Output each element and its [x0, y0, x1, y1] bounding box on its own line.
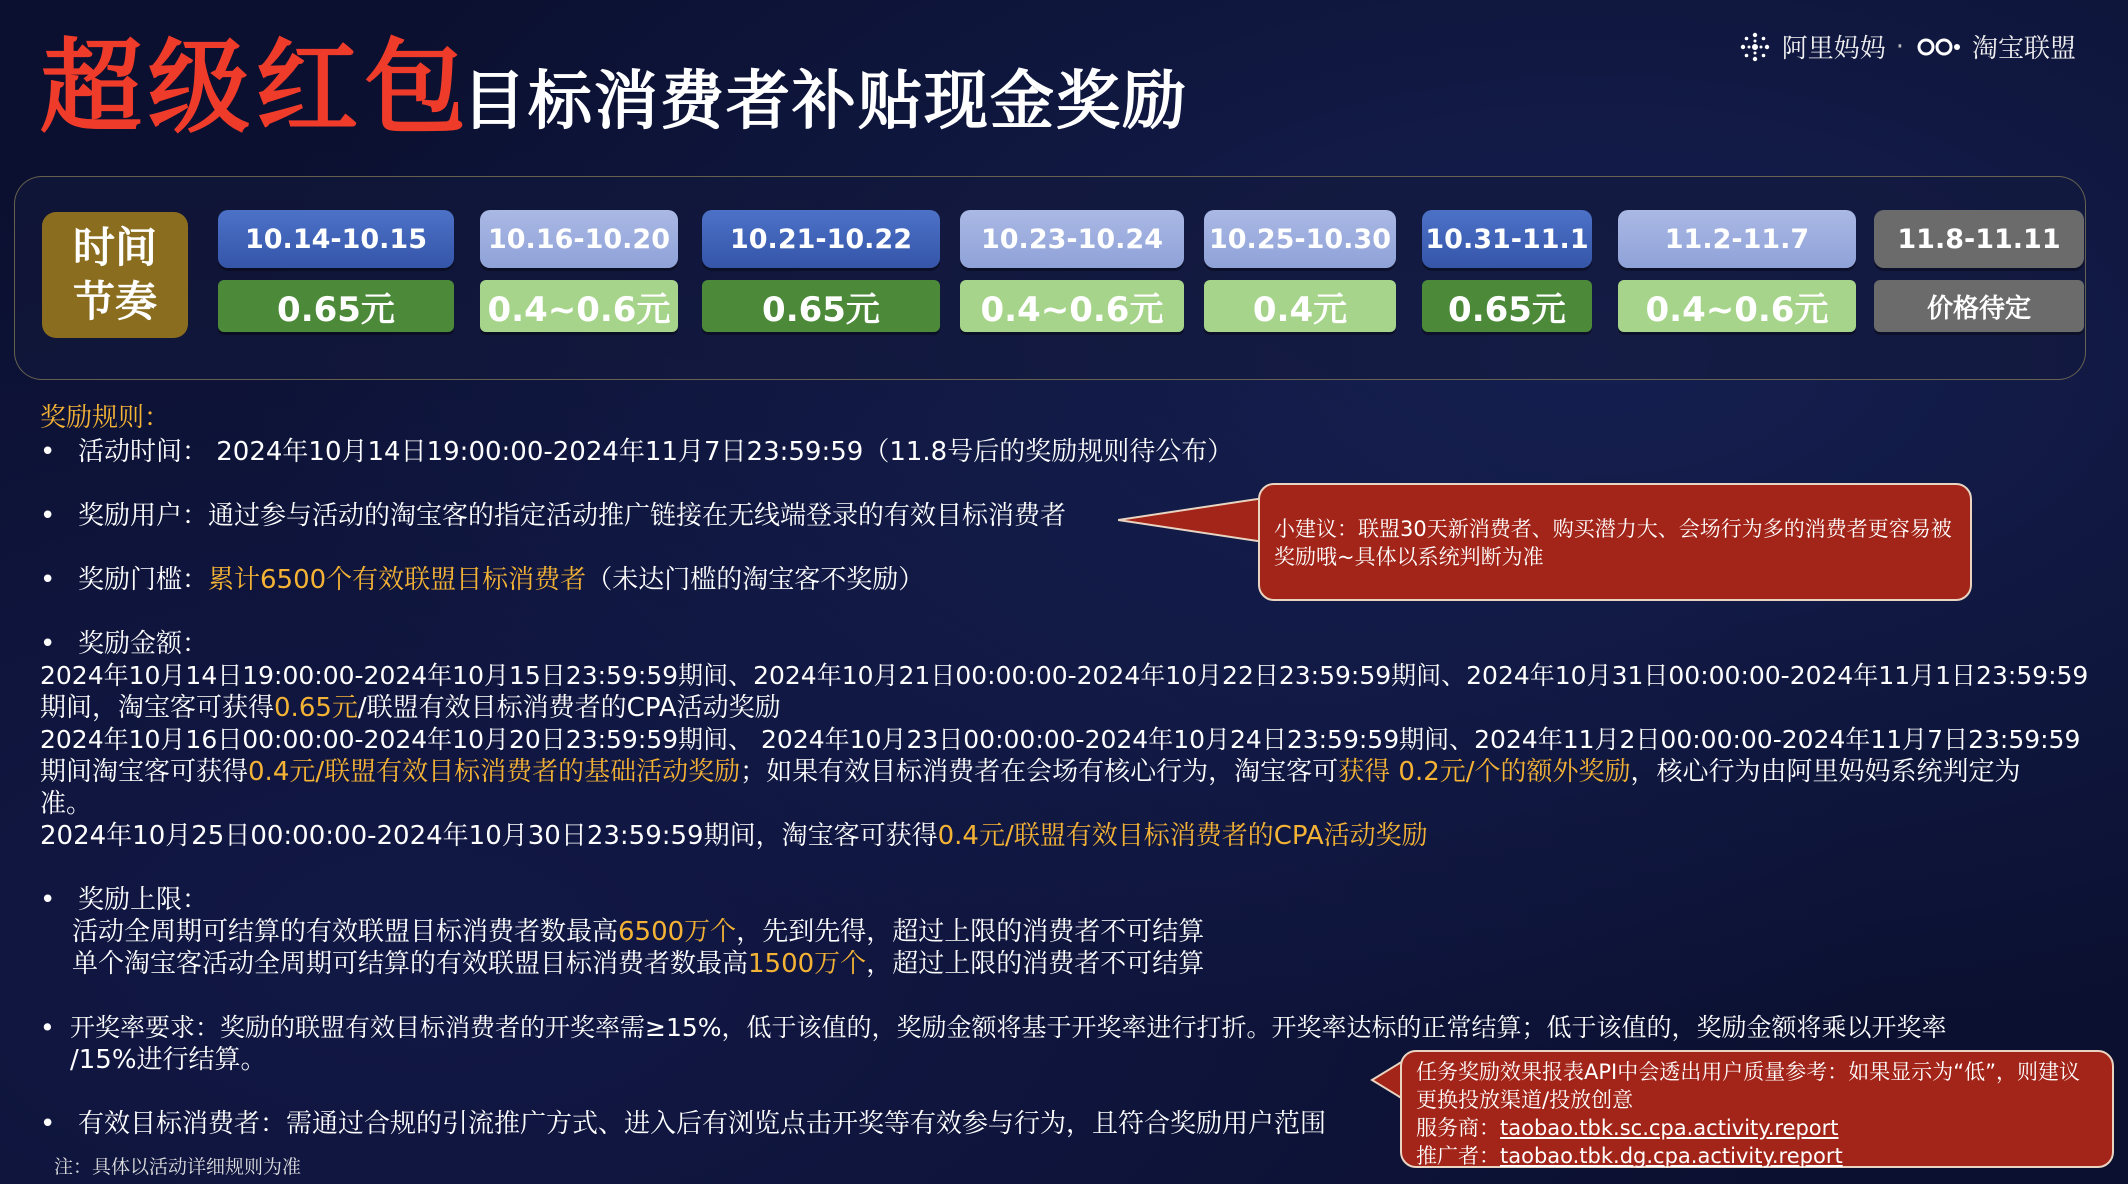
- bullet: •: [40, 629, 56, 659]
- callout-pointer: [1118, 496, 1266, 546]
- api-promoter-link[interactable]: taobao.tbk.dg.cpa.activity.report: [1500, 1144, 1843, 1168]
- amount-p2-highlight2: 获得 0.2元/个的额外奖励: [1338, 757, 1631, 787]
- bullet: •: [40, 501, 56, 531]
- rule-cap-heading: [40, 884, 208, 916]
- brand-logo: [1738, 28, 2076, 65]
- cap1-pre: 活动全周期可结算的有效联盟目标消费者数最高: [72, 917, 619, 947]
- main-title: 超级红包: [40, 29, 472, 148]
- threshold-tail: （未达门槛的淘宝客不奖励）: [586, 565, 925, 595]
- period-value: 0.65元: [218, 280, 454, 332]
- period-date: 11.2-11.7: [1618, 210, 1856, 268]
- period-3: [702, 210, 940, 332]
- alimama-logo-icon: [1738, 30, 1772, 64]
- api-promoter-line: [1416, 1142, 2100, 1170]
- logo-separator: ·: [1895, 31, 1904, 62]
- period-value: 0.4~0.6元: [480, 280, 678, 332]
- period-date: 10.16-10.20: [480, 210, 678, 268]
- threshold-highlight: 累计6500个有效联盟目标消费者: [208, 565, 587, 595]
- period-value: 0.65元: [702, 280, 940, 332]
- timeline-tag-line2: 节奏: [72, 277, 157, 326]
- rule-user-text: 奖励用户：通过参与活动的淘宝客的指定活动推广链接在无线端登录的有效目标消费者: [78, 501, 1067, 531]
- cap-label: 奖励上限：: [78, 885, 209, 915]
- amount-p3-highlight: 0.4元/联盟有效目标消费者的CPA活动奖励: [937, 821, 1428, 851]
- bullet: •: [40, 1109, 56, 1139]
- rules-heading: 奖励规则：: [40, 403, 171, 433]
- rule-valid: [40, 1108, 1326, 1140]
- rule-time: [40, 436, 1233, 468]
- rule-time-text: 活动时间： 2024年10月14日19:00:00-2024年11月7日23:59:59（11.8号后的奖励规则待公布）: [78, 437, 1234, 467]
- amount-p2-line3: 准。: [40, 789, 93, 819]
- cap-line1: [72, 916, 1204, 948]
- bullet: •: [40, 1013, 55, 1042]
- period-5: [1204, 210, 1396, 332]
- amount-p2-mid: ；如果有效目标消费者在会场有核心行为，淘宝客可: [740, 757, 1339, 787]
- period-7: [1618, 210, 1856, 332]
- subtitle: 目标消费者补贴现金奖励: [462, 65, 1188, 139]
- amount-p1-pre: 期间，淘宝客可获得: [40, 693, 275, 723]
- amount-p1-line2: [40, 692, 781, 724]
- api-service-label: 服务商：: [1416, 1116, 1500, 1140]
- period-value: 价格待定: [1874, 280, 2084, 332]
- amount-p1-highlight: 0.65元: [274, 693, 358, 723]
- rule-threshold: [40, 564, 924, 596]
- amount-p1-line1: 2024年10月14日19:00:00-2024年10月15日23:59:59期间、2024年10月21日00:00:00-2024年10月22日23:59:59期间、2024年10月31日00:00:00-2024年11月1日23:59:59: [40, 661, 2089, 690]
- period-date: 10.23-10.24: [960, 210, 1184, 268]
- api-promoter-label: 推广者：: [1416, 1144, 1500, 1168]
- period-4: [960, 210, 1184, 332]
- api-callout: [1400, 1050, 2114, 1168]
- period-value: 0.4~0.6元: [960, 280, 1184, 332]
- rule-user: [40, 500, 1066, 532]
- api-service-line: [1416, 1114, 2100, 1142]
- period-date: 10.14-10.15: [218, 210, 454, 268]
- rule-rate: [40, 1012, 1947, 1044]
- bullet: •: [40, 885, 56, 915]
- bullet: •: [40, 437, 56, 467]
- amount-p2-line2: [40, 756, 2021, 788]
- period-8: [1874, 210, 2084, 332]
- period-value: 0.4元: [1204, 280, 1396, 332]
- period-date: 11.8-11.11: [1874, 210, 2084, 268]
- timeline-tag-line1: 时间: [72, 223, 157, 273]
- amount-p3: [40, 820, 1428, 852]
- rule-valid-text: 有效目标消费者：需通过合规的引流推广方式、进入后有浏览点击开奖等有效参与行为，且符合奖励用户范围: [78, 1109, 1327, 1139]
- amount-p2-tail: ，核心行为由阿里妈妈系统判定为: [1630, 757, 2021, 787]
- amount-p2-line1: 2024年10月16日00:00:00-2024年10月20日23:59:59期间、 2024年10月23日00:00:00-2024年10月24日23:59:59期间、2024年11月2日00:00:00-2024年11月7日23:59:59: [40, 725, 2081, 754]
- cap1-highlight: 6500万个: [618, 917, 737, 947]
- cap2-tail: ，超过上限的消费者不可结算: [866, 949, 1205, 979]
- cap-line2: [72, 948, 1204, 980]
- logo-taobao-union-text: 淘宝联盟: [1971, 34, 2076, 64]
- amount-p1-tail: /联盟有效目标消费者的CPA活动奖励: [357, 693, 781, 723]
- rate-line1: 开奖率要求：奖励的联盟有效目标消费者的开奖率需≥15%，低于该值的，奖励金额将基于开奖率进行打折。开奖率达标的正常结算；低于该值的，奖励金额将乘以开奖率: [70, 1013, 1947, 1042]
- period-date: 10.21-10.22: [702, 210, 940, 268]
- api-callout-text: 任务奖励效果报表API中会透出用户质量参考：如果显示为“低”，则建议更换投放渠道/投放创意: [1416, 1060, 2080, 1112]
- period-value: 0.4~0.6元: [1618, 280, 1856, 332]
- period-1: [218, 210, 454, 332]
- period-6: [1422, 210, 1592, 332]
- taobao-union-logo-icon: [1914, 35, 1962, 59]
- cap2-pre: 单个淘宝客活动全周期可结算的有效联盟目标消费者数最高: [72, 949, 749, 979]
- period-value: 0.65元: [1422, 280, 1592, 332]
- cap1-tail: ，先到先得，超过上限的消费者不可结算: [736, 917, 1205, 947]
- logo-alimama-text: 阿里妈妈: [1781, 34, 1886, 64]
- tip-callout: 小建议：联盟30天新消费者、购买潜力大、会场行为多的消费者更容易被奖励哦~具体以系统判断为准: [1258, 483, 1972, 601]
- period-date: 10.31-11.1: [1422, 210, 1592, 268]
- amount-p2-pre: 期间淘宝客可获得: [40, 757, 249, 787]
- period-date: 10.25-10.30: [1204, 210, 1396, 268]
- amount-p2-highlight1: 0.4元/联盟有效目标消费者的基础活动奖励: [248, 757, 741, 787]
- rule-amount-heading: [40, 628, 208, 660]
- rate-line2: /15%进行结算。: [70, 1045, 267, 1075]
- amount-p3-pre: 2024年10月25日00:00:00-2024年10月30日23:59:59期间，淘宝客可获得: [40, 821, 938, 851]
- period-2: [480, 210, 678, 332]
- cap2-highlight: 1500万个: [748, 949, 867, 979]
- timeline-tag: [42, 212, 188, 338]
- amount-label: 奖励金额：: [78, 629, 209, 659]
- footnote: 注：具体以活动详细规则为准: [54, 1156, 302, 1178]
- bullet: •: [40, 565, 56, 595]
- threshold-label: 奖励门槛：: [78, 565, 209, 595]
- api-service-link[interactable]: taobao.tbk.sc.cpa.activity.report: [1500, 1116, 1839, 1140]
